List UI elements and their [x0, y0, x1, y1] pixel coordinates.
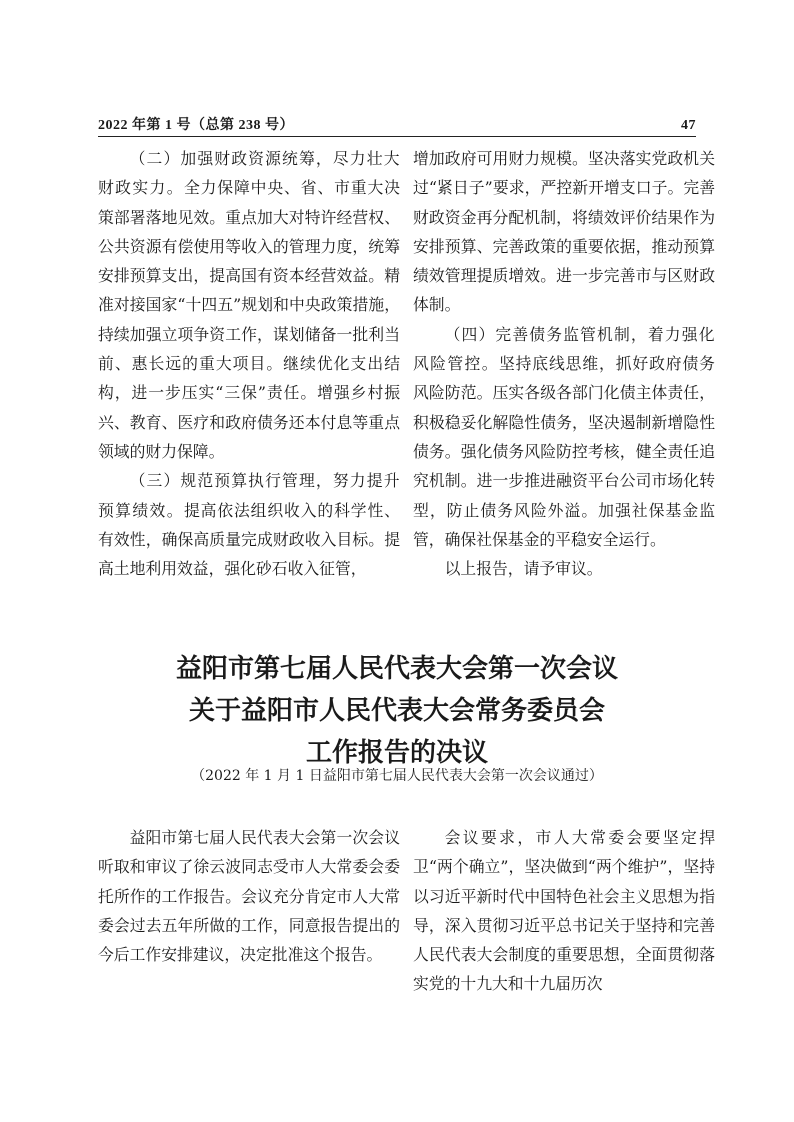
resolution-column-right	[413, 823, 715, 999]
paragraph-lead: （四）完善债务监管机制，着力强化风险管控。	[413, 324, 715, 374]
title-line: 益阳市第七届人民代表大会第一次会议	[175, 654, 618, 684]
resolution-subtitle: （2022 年 1 月 1 日益阳市第七届人民代表大会第一次会议通过）	[191, 768, 603, 784]
title-line: 工作报告的决议	[305, 738, 488, 768]
paragraph-fiscal-resources	[98, 144, 400, 466]
page-number: 47	[681, 118, 696, 133]
resolution-title	[98, 648, 696, 774]
report-column-right	[413, 144, 715, 583]
paragraph-resolution-requirements: 会议要求，市人大常委会要坚定捍卫“两个确立”，坚决做到“两个维护”，坚持以习近平新时代中国特色社会主义思想为指导，深入贯彻习近平总书记关于坚持和完善人民代表大会制度的重要思想，全面贯彻落实党的十九大和十九届历次	[413, 828, 715, 994]
issue-label: 2022 年第 1 号（总第 238 号）	[98, 118, 294, 133]
report-column-left	[98, 144, 400, 583]
paragraph-lead: （二）加强财政资源统筹，尽力壮大财政实力。	[98, 149, 400, 198]
title-line: 关于益阳市人民代表大会常务委员会	[188, 696, 605, 726]
paragraph-resolution-intro: 益阳市第七届人民代表大会第一次会议听取和审议了徐云波同志受市人大常委会委托所作的工作报告。会议充分肯定市人大常委会过去五年所做的工作，同意报告提出的今后工作安排建议，决定批准这个报告。	[98, 828, 400, 965]
running-header	[98, 116, 696, 137]
paragraph-text: 坚持底线思维，抓好政府债务风险防范。压实各级各部门化债主体责任，积极稳妥化解隐性债务，坚决遏制新增隐性债务。强化债务风险防控考核，健全责任追究机制。进一步推进融资平台公司市场化转型，防止债务风险外溢。加强社保基金监管，确保社保基金的平稳安全运行。	[413, 354, 715, 549]
paragraph-lead: （三）规范预算执行管理，努力提升预算绩效。	[98, 471, 400, 520]
resolution-column-left	[98, 823, 400, 969]
paragraph-text: 全力保障中央、省、市重大决策部署落地见效。重点加大对特许经营权、公共资源有偿使用等收入的管理力度，统筹安排预算支出，提高国有资本经营效益。精准对接国家“十四五”规划和中央政策措施，持续加强立项争资工作，谋划储备一批利当前、惠长远的重大项目。继续优化支出结构，进一步压实“三保”责任。增强乡村振兴、教育、医疗和政府债务还本付息等重点领域的财力保障。	[98, 178, 400, 461]
paragraph-budget-execution	[98, 466, 400, 583]
paragraph-debt-supervision	[413, 320, 715, 554]
paragraph-continued: 增加政府可用财力规模。坚决落实党政机关过“紧日子”要求，严控新开增支口子。完善财政资金再分配机制，将绩效评价结果作为安排预算、完善政策的重要依据，推动预算绩效管理提质增效。进一步完善市与区财政体制。	[413, 149, 715, 315]
paragraph-text: 提高依法组织收入的科学性、有效性，确保高质量完成财政收入目标。提高土地利用效益，强化砂石收入征管，	[98, 500, 400, 579]
paragraph-closing: 以上报告，请予审议。	[444, 559, 603, 579]
